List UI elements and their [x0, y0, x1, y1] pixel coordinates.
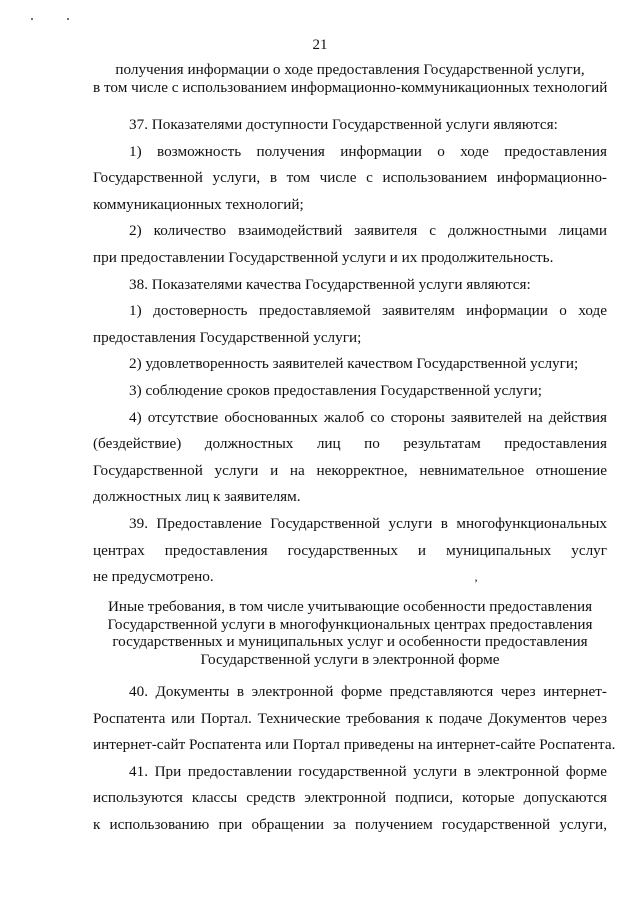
paragraph-41-cont: к использованию при обращении за получением государственной услуги, — [93, 815, 607, 833]
heading-continuation-line: получения информации о ходе предоставления Государственной услуги, — [115, 61, 585, 78]
paragraph-38-item-2: 2) удовлетворенность заявителей качеством Государственной услуги; — [129, 355, 579, 373]
paragraph-40: 40. Документы в электронной форме представляются через интернет- — [129, 683, 607, 700]
paragraph-39: 39. Предоставление Государственной услуги в многофункциональных — [129, 514, 607, 532]
section-heading-line: Государственной услуги в электронной форме — [200, 650, 500, 668]
section-heading-line: Государственной услуги в многофункциональных центрах предоставления — [107, 615, 593, 633]
paragraph-38-item-1-end: предоставления Государственной услуги; — [93, 328, 362, 346]
paragraph-38-item-4-end: должностных лиц к заявителям. — [93, 488, 301, 506]
paragraph-37-item-2: 2) количество взаимодействий заявителя с должностными лицами — [129, 222, 607, 240]
paragraph-37-title: 37. Показателями доступности Государственной услуги являются: — [129, 116, 558, 133]
body-text-block-1 — [93, 112, 607, 591]
paragraph-41-cont: используются классы средств электронной подписи, которые допускаются — [93, 789, 607, 807]
paragraph-37-item-1-cont: Государственной услуги, в том числе с использованием информационно- — [93, 169, 607, 187]
page-number: 21 — [312, 37, 328, 53]
paragraph-40-end: интернет-сайт Роспатента или Портал приведены на интернет-сайте Роспатента. — [93, 736, 616, 754]
paragraph-39-cont: центрах предоставления государственных и муниципальных услуг — [93, 541, 607, 559]
paragraph-38-title: 38. Показателями качества Государственной услуги являются: — [129, 275, 531, 293]
paragraph-37-item-1-end: коммуникационных технологий; — [93, 195, 304, 213]
stray-mark: ’ — [474, 576, 478, 590]
paragraph-37-item-2-end: при предоставлении Государственной услуги и их продолжительность. — [93, 248, 554, 266]
paragraph-37-item-1: 1) возможность получения информации о ходе предоставления — [129, 142, 607, 160]
section-heading-line: государственных и муниципальных услуг и особенности предоставления — [112, 633, 588, 650]
section-heading-line: Иные требования, в том числе учитывающие особенности предоставления — [107, 598, 593, 615]
paragraph-39-end: не предусмотрено. — [93, 568, 214, 586]
body-text-block-2 — [93, 679, 616, 839]
paragraph-38-item-4-cont: Государственной услуги и на некорректное, невнимательное отношение — [93, 461, 607, 479]
paragraph-40-cont: Роспатента или Портал. Технические требования к подаче Документов через — [93, 709, 607, 727]
scan-mark — [67, 18, 69, 20]
paragraph-38-item-1: 1) достоверность предоставляемой заявителям информации о ходе — [129, 302, 607, 320]
scan-mark — [31, 18, 33, 20]
paragraph-38-item-4: 4) отсутствие обоснованных жалоб со стороны заявителей на действия — [129, 408, 607, 426]
paragraph-38-item-4-cont: (бездействие) должностных лиц по результатам предоставления — [93, 435, 607, 453]
heading-continuation-line: в том числе с использованием информационно-коммуникационных технологий — [93, 78, 608, 96]
section-heading — [93, 598, 607, 668]
paragraph-41: 41. При предоставлении государственной услуги в электронной форме — [129, 762, 607, 780]
paragraph-38-item-3: 3) соблюдение сроков предоставления Государственной услуги; — [129, 381, 542, 399]
heading-continuation — [93, 61, 607, 96]
